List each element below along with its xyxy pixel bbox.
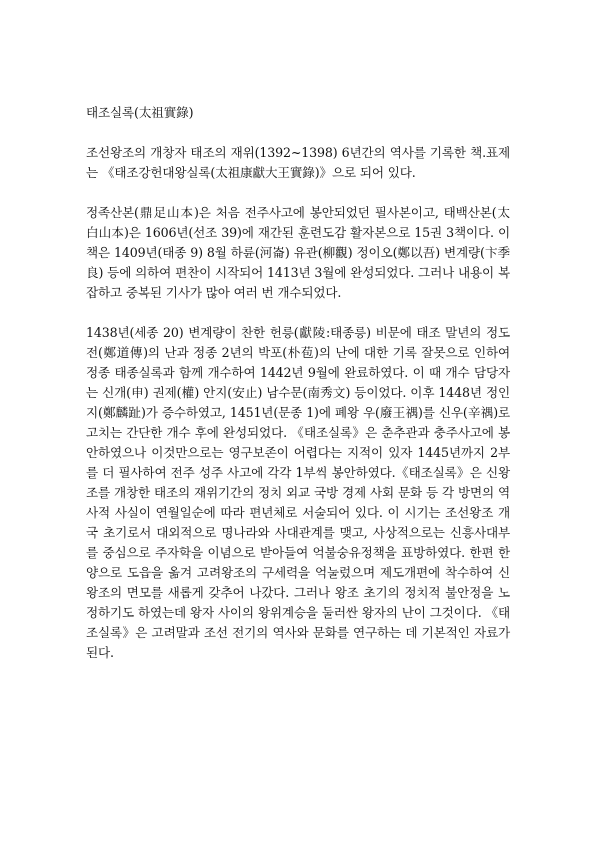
document-title: 태조실록(太祖實錄) <box>86 105 194 120</box>
paragraph-intro: 조선왕조의 개창자 태조의 재위(1392~1398) 6년간의 역사를 기록한 책.표제는 《태조강헌대왕실록(太祖康獻大王實錄)》으로 되어 있다. <box>86 145 510 180</box>
paragraph-editions: 정족산본(鼎足山本)은 처음 전주사고에 봉안되었던 필사본이고, 태백산본(太白山本)은 1606년(선조 39)에 재간된 훈련도감 활자본으로 15권 3책이다. 이 책은 1409년(태종 9) 8월 하륜(河崙) 유관(柳觀) 정이오(鄭以吾) 변계량(卞季良) 등에 의하여 편찬이 시작되어 1413년 3월에 완성되었다. 그러나 내용이 복잡하고 중복된 기사가 많아 여러 번 개수되었다. <box>86 205 510 300</box>
paragraph-revisions: 1438년(세종 20) 변계량이 찬한 헌릉(獻陵:태종릉) 비문에 태조 말년의 정도전(鄭道傳)의 난과 정종 2년의 박포(朴苞)의 난에 대한 기록 잘못으로 인하여 정종 태종실록과 함께 개수하여 1442년 9월에 완료하였다. 이 때 개수 담당자는 신개(申) 권제(權) 안지(安止) 남수문(南秀文) 등이었다. 이후 1448년 정인지(鄭麟趾)가 증수하였고, 1451년(문종 1)에 폐왕 우(廢王禑)를 신우(辛禑)로 고치는 간단한 개수 후에 완성되었다. 《태조실록》은 춘추관과 충주사고에 봉안하였으나 이것만으로는 영구보존이 어렵다는 지적이 있자 1445년까지 2부를 더 필사하여 전주 성주 사고에 각각 1부씩 봉안하였다.《태조실록》은 신왕조를 개창한 태조의 재위기간의 정치 외교 국방 경제 사회 문화 등 각 방면의 역사적 사실이 연월일순에 따라 편년체로 서술되어 있다. 이 시기는 조선왕조 개국 초기로서 대외적으로 명나라와 사대관계를 맺고, 사상적으로는 신흥사대부를 중심으로 주자학을 이념으로 받아들여 억불숭유정책을 표방하였다. 한편 한양으로 도읍을 옮겨 고려왕조의 구세력을 억눌렀으며 제도개편에 착수하여 신왕조의 면모를 새롭게 갖추어 나갔다. 그러나 왕조 초기의 정치적 불안정을 노정하기도 하였는데 왕자 사이의 왕위계승을 둘러싼 왕자의 난이 그것이다. 《태조실록》은 고려말과 조선 전기의 역사와 문화를 연구하는 데 기본적인 자료가 된다. <box>86 325 510 660</box>
document-body <box>86 103 510 683</box>
